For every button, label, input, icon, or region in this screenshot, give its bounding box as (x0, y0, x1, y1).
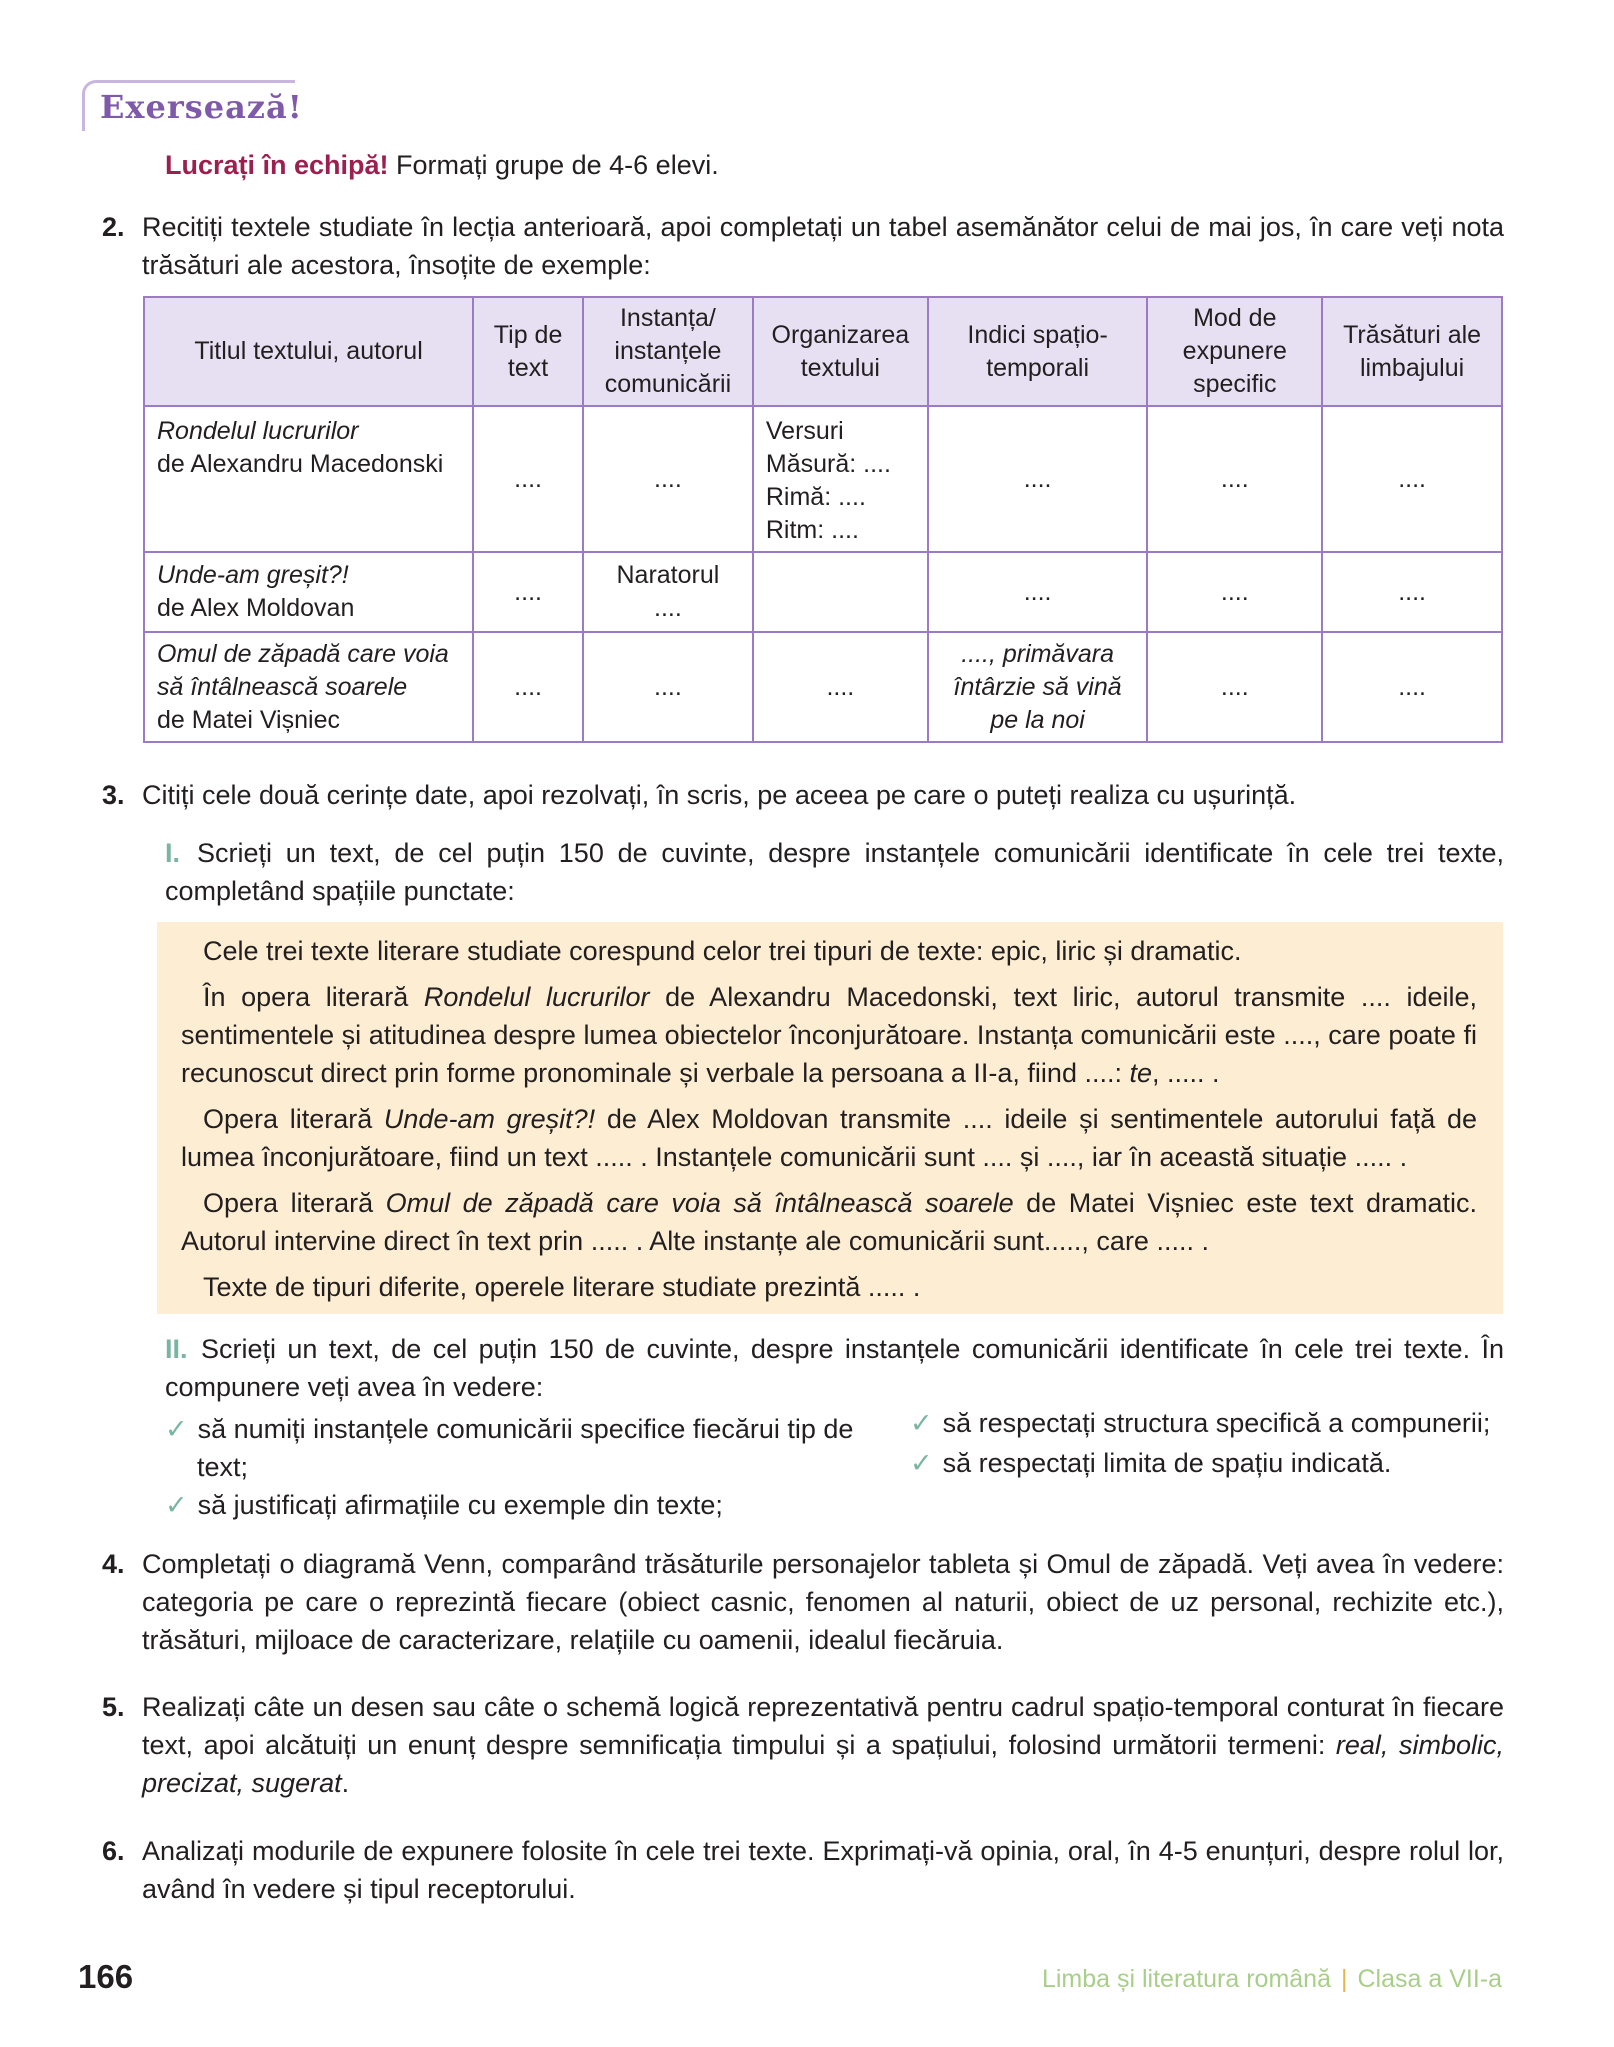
box-text-italic: Omul de zăpadă care voia să întâlnească soarele (385, 1188, 1014, 1218)
requirement-ii-label: II. (165, 1334, 188, 1364)
table-row (144, 406, 1502, 552)
exercise-6-number: 6. (102, 1836, 125, 1866)
box-paragraph-5: Texte de tipuri diferite, operele literare studiate prezintă ..... . (203, 1272, 921, 1302)
table-cell: .... (1322, 632, 1502, 742)
exercise-5-text (142, 1688, 1504, 1802)
checklist-item-text: să numiți instanțele comunicării specifice fiecărui tip de text; (197, 1414, 854, 1482)
table-cell (583, 552, 753, 632)
checklist-left (165, 1410, 865, 1524)
box-text-italic: Rondelul lucrurilor (423, 982, 650, 1012)
table-header-cell: Mod de expunere specific (1147, 297, 1322, 406)
group-instruction (165, 146, 719, 184)
box-text: de Alex Moldovan transmite .... ideile și sentimentele autorului față de lumea înconjurătoare, fiind un text ..... . Instanțele comunicării sunt .... și ...., iar în această situație ..... . (181, 1104, 1477, 1172)
box-text: Opera literară (203, 1188, 386, 1218)
title-author-cell (144, 552, 473, 632)
table-cell: .... (1322, 552, 1502, 632)
checklist-right (910, 1404, 1510, 1482)
requirement-i-label: I. (165, 838, 181, 868)
table-header-cell: Trăsături ale limbajului (1322, 297, 1502, 406)
box-paragraph-1: Cele trei texte literare studiate corespund celor trei tipuri de texte: epic, liric și dramatic. (203, 936, 1242, 966)
box-text: Opera literară (203, 1104, 384, 1134)
text-author: de Alexandru Macedonski (157, 450, 444, 478)
exercise-3-text: Citiți cele două cerințe date, apoi rezolvați, în scris, pe aceea pe care o puteți realiza cu ușurință. (142, 780, 1297, 810)
checklist-item-text: să respectați limita de spațiu indicată. (942, 1448, 1392, 1478)
table-header-cell: Tip de text (473, 297, 583, 406)
table-cell: .... (473, 632, 583, 742)
check-icon: ✓ (910, 1448, 933, 1478)
table-cell: .... (753, 632, 928, 742)
exercise-2-text: Recitiți textele studiate în lecția anterioară, apoi completați un tabel asemănător celui de mai jos, în care veți nota trăsături ale acestora, însoțite de exemple: (142, 212, 1504, 280)
text-author: de Matei Vișniec (157, 705, 340, 734)
table-cell: .... (928, 552, 1148, 632)
table-header-row (144, 297, 1502, 406)
check-icon: ✓ (910, 1408, 933, 1438)
table-header-cell: Organizarea textului (753, 297, 928, 406)
title-author-cell (144, 406, 473, 552)
checklist-item (165, 1486, 865, 1524)
exercise-5-body: Realizați câte un desen sau câte o schemă logică reprezentativă pentru cadrul spațio-temporal conturat în fiecare text, apoi alcătuiți un enunț despre semnificația timpului și a spațiului, folosind următorii termeni: (142, 1692, 1504, 1760)
org-line: Ritm: .... (765, 516, 859, 544)
footer-subject: Limba și literatura română (1041, 1965, 1331, 1993)
table-header-cell: Instanța/ instanțele comunicării (583, 297, 753, 406)
table-cell: .... (928, 406, 1148, 552)
checklist-item (910, 1444, 1510, 1482)
page-number: 166 (78, 1958, 134, 1995)
requirement-ii-text: Scrieți un text, de cel puțin 150 de cuvinte, despre instanțele comunicării identificate în cele trei texte. În compunere veți avea în vedere: (165, 1334, 1504, 1402)
table-cell: .... (473, 552, 583, 632)
requirement-i-text: Scrieți un text, de cel puțin 150 de cuvinte, despre instanțele comunicării identificate în cele trei texte, completând spațiile punctate: (165, 838, 1504, 906)
footer-course (1042, 1960, 1502, 1998)
table-cell: .... (1147, 632, 1322, 742)
table-header-cell: Indici spațio-temporali (928, 297, 1148, 406)
table-cell: .... (583, 406, 753, 552)
text-title: Omul de zăpadă care voia să întâlnească soarele (157, 639, 449, 701)
box-text: În opera literară (203, 982, 424, 1012)
exercise-4-number: 4. (102, 1549, 125, 1579)
footer-separator: | (1340, 1965, 1348, 1993)
box-text: de Alexandru Macedonski, text liric, autorul transmite .... ideile, sentimentele și atitudinea despre lumea obiectelor înconjurătoare. Instanța comunicării este ...., care poate fi recunoscut direct prin forme pronominale și verbale la persoana a II-a, fiind ....: (181, 982, 1477, 1088)
exercise-6-text: Analizați modurile de expunere folosite în cele trei texte. Exprimați-vă opinia, oral, în 4-5 enunțuri, despre rolul lor, având în vedere și tipul receptorului. (142, 1836, 1504, 1904)
title-author-cell (144, 632, 473, 742)
instance-line: .... (654, 594, 682, 622)
table-cell: .... (1147, 406, 1322, 552)
exercise-3-number: 3. (102, 780, 125, 810)
box-paragraph-4 (181, 1184, 1477, 1260)
table-header-cell: Titlul textului, autorul (144, 297, 473, 406)
teamwork-label: Lucrați în echipă! (165, 150, 389, 180)
checklist-item-text: să justificați afirmațiile cu exemple din texte; (197, 1490, 723, 1520)
box-text: , ..... . (1152, 1058, 1220, 1088)
table-cell: .... (1322, 406, 1502, 552)
table-cell: .... (583, 632, 753, 742)
text-title: Rondelul lucrurilor (157, 417, 359, 445)
text-title: Unde-am greșit?! (157, 561, 349, 589)
group-size-text: Formați grupe de 4-6 elevi. (388, 150, 719, 180)
table-cell: .... (1147, 552, 1322, 632)
texts-features-table (143, 296, 1503, 743)
fill-in-text-box (157, 922, 1503, 1314)
exercise-5-number: 5. (102, 1692, 125, 1722)
instance-line: Naratorul (616, 561, 720, 589)
text-author: de Alex Moldovan (157, 594, 355, 622)
table-row (144, 632, 1502, 742)
table-cell: ...., primăvara întârzie să vină pe la noi (928, 632, 1148, 742)
exercise-5-terms: real, simbolic, precizat, sugerat (142, 1730, 1504, 1798)
box-text-italic: Unde-am greșit?! (383, 1104, 596, 1134)
table-row (144, 552, 1502, 632)
table-cell: .... (473, 406, 583, 552)
table-cell (753, 552, 928, 632)
check-icon: ✓ (165, 1414, 188, 1444)
organization-cell (753, 406, 928, 552)
checklist-item-text: să respectați structura specifică a compunerii; (942, 1408, 1491, 1438)
org-line: Rimă: .... (765, 483, 866, 511)
box-paragraph-3 (181, 1100, 1477, 1176)
footer-grade: Clasa a VII-a (1357, 1965, 1502, 1993)
box-text: de Matei Vișniec este text dramatic. Autorul intervine direct în text prin ..... . Alte instanțe ale comunicării sunt....., care ..... . (181, 1188, 1477, 1256)
exercise-5-end: . (341, 1768, 350, 1798)
section-title: Exersează! (100, 88, 303, 126)
box-text-italic: te (1129, 1058, 1152, 1088)
checklist-item (165, 1410, 865, 1486)
exercise-4-text: Completați o diagramă Venn, comparând trăsăturile personajelor tableta și Omul de zăpadă. Veți avea în vedere: categoria pe care o reprezintă fiecare (obiect casnic, fenomen al naturii, obiect de uz personal, rechizite etc.), trăsături, mijloace de caracterizare, relațiile cu oamenii, idealul fiecăruia. (142, 1549, 1504, 1655)
checklist-item (910, 1404, 1510, 1442)
exercise-2-number: 2. (102, 212, 125, 242)
box-paragraph-2 (181, 978, 1477, 1092)
org-line: Versuri (765, 417, 844, 445)
check-icon: ✓ (165, 1490, 188, 1520)
org-line: Măsură: .... (765, 450, 891, 478)
